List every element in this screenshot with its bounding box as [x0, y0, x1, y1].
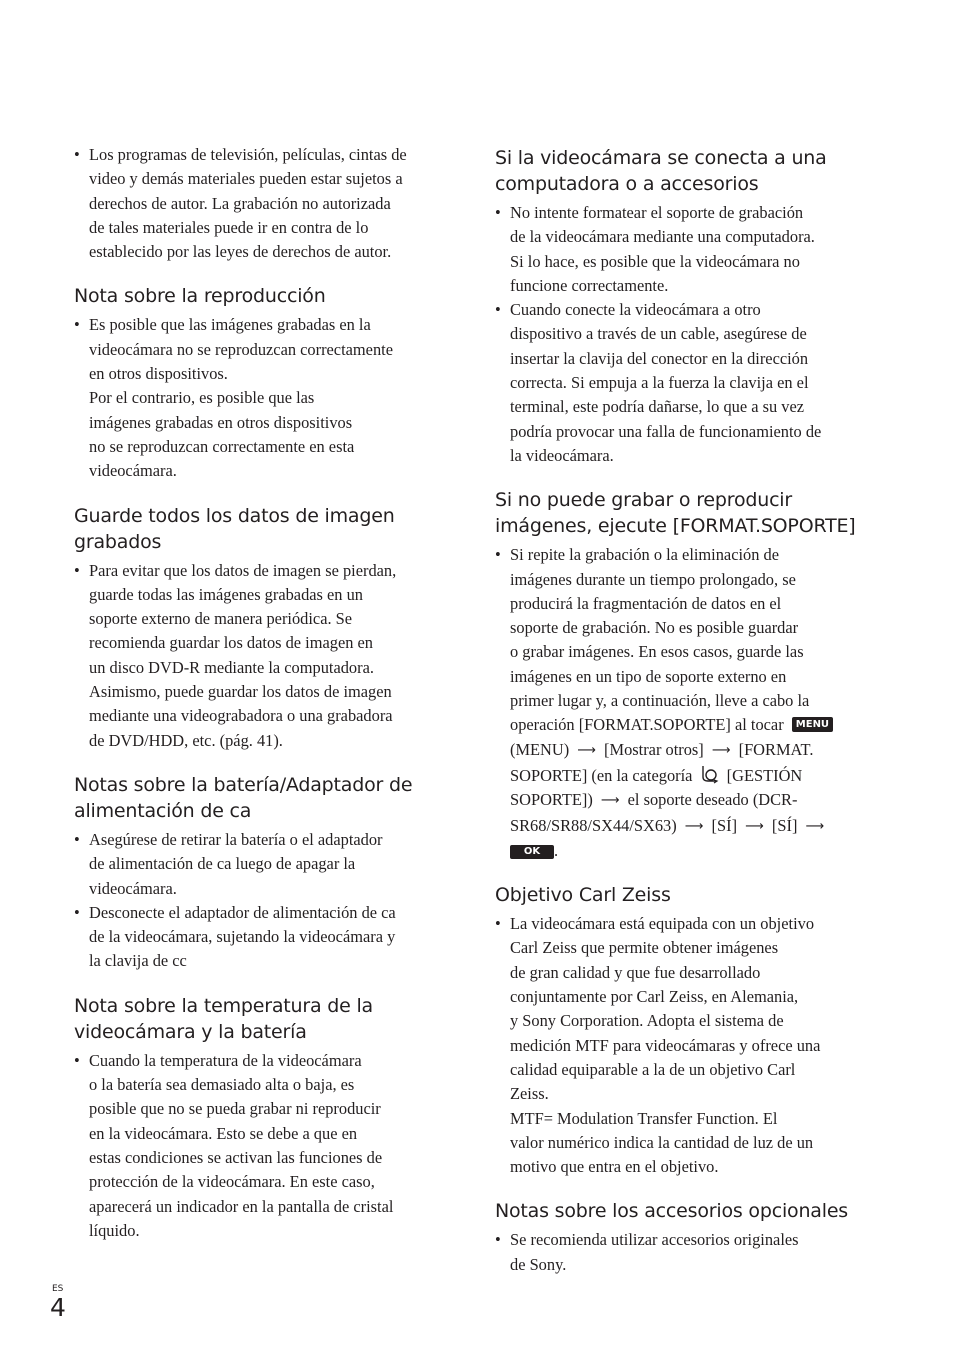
text-line: en otros dispositivos. [89, 364, 228, 384]
section-heading: Nota sobre la reproducción [74, 285, 326, 308]
heading-line: grabados [74, 530, 162, 553]
list-item [495, 298, 865, 468]
bullet-list [74, 828, 444, 974]
text-line: imágenes durante un tiempo prolongado, se [510, 569, 796, 589]
text-line [510, 763, 865, 788]
text-line: motivo que entra en el objetivo. [510, 1157, 719, 1177]
text-line: un disco DVD-R mediante la computadora. [89, 657, 374, 677]
text-line: y Sony Corporation. Adopta el sistema de [510, 1011, 784, 1031]
heading-line: Nota sobre la temperatura de la [74, 994, 373, 1017]
section-heading [74, 772, 444, 824]
section-temperature-note [74, 993, 444, 1243]
text-line: de gran calidad y que fue desarrollado [510, 962, 761, 982]
bullet-list [495, 1228, 865, 1277]
text-line: Por el contrario, es posible que las [89, 388, 315, 408]
text-fragment: [SÍ] [771, 815, 798, 835]
section-heading: Objetivo Carl Zeiss [495, 884, 671, 907]
text-fragment: operación [FORMAT.SOPORTE] al tocar [510, 715, 784, 735]
section-format-media [495, 487, 865, 863]
text-line: derechos de autor. La grabación no autorizada [89, 193, 391, 213]
text-line: MTF= Modulation Transfer Function. El [510, 1108, 778, 1128]
right-column [495, 145, 865, 1296]
text-line: o grabar imágenes. En esos casos, guarde las [510, 642, 804, 662]
list-item [495, 912, 865, 1179]
text-line: insertar la clavija del conector en la dirección [510, 348, 809, 368]
text-line: guarde todas las imágenes grabadas en un [89, 584, 363, 604]
section-battery-notes [74, 772, 444, 974]
section-playback-note [74, 283, 444, 483]
text-line: de alimentación de ca luego de apagar la [89, 854, 356, 874]
right-arrow-icon: ⟶ [745, 818, 764, 834]
section-heading: Notas sobre los accesorios opcionales [495, 1200, 849, 1223]
text-line: • No intente formatear el soporte de grabación [510, 203, 804, 222]
text-line [510, 839, 865, 863]
heading-line: Guarde todos los datos de imagen [74, 504, 395, 527]
text-line: terminal, este podría dañarse, lo que a su vez [510, 397, 805, 417]
text-fragment: [FORMAT. [738, 739, 814, 759]
text-line: recomienda guardar los datos de imagen en [89, 633, 373, 653]
heading-line: Notas sobre la batería/Adaptador de [74, 773, 413, 796]
text-fragment: . [554, 840, 559, 860]
right-arrow-icon: ⟶ [684, 818, 704, 834]
list-item [74, 1049, 444, 1243]
text-line: producirá la fragmentación de datos en el [510, 593, 782, 613]
menu-button-icon: MENU [792, 717, 833, 732]
text-line: Zeiss. [510, 1084, 549, 1104]
heading-line: Si la videocámara se conecta a una [495, 147, 827, 169]
text-line: imágenes en un tipo de soporte externo en [510, 666, 787, 686]
text-line: funcione correctamente. [510, 275, 669, 295]
text-line: Si lo hace, es posible que la videocámara no [510, 251, 800, 271]
bullet-list [74, 143, 444, 264]
section-heading [74, 993, 444, 1045]
text-line: medición MTF para videocámaras y ofrece una [510, 1035, 821, 1055]
text-line: de tales materiales puede ir en contra de lo [89, 217, 369, 237]
text-line: • Si repite la grabación o la eliminación de [510, 545, 779, 565]
language-code: ES [52, 1284, 64, 1294]
list-item [495, 543, 865, 863]
text-line: • Cuando conecte la videocámara a otro [510, 300, 761, 320]
section-heading [495, 487, 865, 539]
text-line: videocámara no se reproduzcan correctamente [89, 339, 393, 359]
text-line: líquido. [89, 1220, 140, 1240]
text-line: posible que no se pueda grabar ni reproducir [89, 1099, 381, 1119]
text-fragment: (MENU) [510, 739, 570, 759]
text-line: • Es posible que las imágenes grabadas en la [89, 315, 371, 335]
text-line: estas condiciones se activan las funciones de [89, 1147, 383, 1167]
left-column [74, 143, 444, 1262]
list-item [74, 313, 444, 483]
text-line: • La videocámara está equipada con un objetivo [510, 914, 815, 934]
text-line: de Sony. [510, 1254, 567, 1274]
text-line: conjuntamente por Carl Zeiss, en Alemania, [510, 987, 799, 1007]
text-fragment: SOPORTE] (en la categoría [510, 765, 693, 785]
text-line: soporte externo de manera periódica. Se [89, 609, 353, 629]
text-line [510, 814, 865, 839]
media-management-icon [699, 763, 721, 785]
list-item [74, 559, 444, 753]
text-line: imágenes grabadas en otros dispositivos [89, 412, 353, 432]
text-fragment: SOPORTE]) [510, 790, 593, 810]
text-line: la clavija de cc [89, 951, 187, 971]
section-accessories [495, 1198, 865, 1277]
text-line: valor numérico indica la cantidad de luz de un [510, 1132, 814, 1152]
copyright-note [74, 143, 444, 264]
section-save-images [74, 503, 444, 753]
text-line: mediante una videograbadora o una grabadora [89, 706, 393, 726]
right-arrow-icon: ⟶ [711, 742, 731, 758]
right-arrow-icon: ⟶ [600, 793, 620, 809]
text-line: • Desconecte el adaptador de alimentación de ca [89, 902, 396, 922]
bullet-list [495, 543, 865, 863]
list-item [74, 828, 444, 901]
text-line: soporte de grabación. No es posible guardar [510, 618, 799, 638]
section-carl-zeiss [495, 882, 865, 1179]
heading-line: videocámara y la batería [74, 1020, 307, 1043]
right-arrow-icon: ⟶ [577, 742, 596, 758]
text-fragment: SR68/SR88/SX44/SX63) [510, 815, 677, 835]
section-computer-connection [495, 145, 865, 468]
list-item [495, 1228, 865, 1277]
heading-line: alimentación de ca [74, 799, 252, 822]
bullet-list [74, 313, 444, 483]
list-item [495, 201, 865, 298]
text-line: de la videocámara, sujetando la videocámara y [89, 927, 396, 947]
text-line: en la videocámara. Esto se debe a que en [89, 1123, 358, 1143]
text-fragment: [SÍ] [711, 815, 738, 835]
bullet-list [495, 912, 865, 1179]
right-arrow-icon: ⟶ [805, 818, 825, 834]
list-item [74, 143, 444, 264]
text-line: videocámara. [89, 878, 177, 898]
heading-line: computadora o a accesorios [495, 173, 759, 195]
text-line: la videocámara. [510, 445, 614, 465]
text-line [510, 788, 865, 813]
text-line [510, 738, 865, 763]
text-line: • Los programas de televisión, películas, cintas de [89, 145, 407, 164]
text-line: • Cuando la temperatura de la videocámara [89, 1050, 362, 1070]
text-line: video y demás materiales pueden estar sujetos a [89, 169, 403, 189]
bullet-list [495, 201, 865, 468]
bullet-list [74, 559, 444, 753]
text-line: protección de la videocámara. En este caso, [89, 1172, 375, 1192]
text-line: videocámara. [89, 461, 177, 481]
text-line: Asimismo, puede guardar los datos de imagen [89, 682, 392, 702]
heading-line: imágenes, ejecute [FORMAT.SOPORTE] [495, 515, 856, 538]
text-line: dispositivo a través de un cable, asegúrese de [510, 324, 807, 344]
text-line: primer lugar y, a continuación, lleve a cabo la [510, 691, 810, 711]
text-line: Carl Zeiss que permite obtener imágenes [510, 938, 779, 958]
text-line: • Se recomienda utilizar accesorios originales [510, 1230, 799, 1250]
section-heading [74, 503, 444, 555]
bullet-list [74, 1049, 444, 1243]
text-line: • Para evitar que los datos de imagen se pierdan, [89, 560, 397, 580]
text-line: de DVD/HDD, etc. (pág. 41). [89, 730, 283, 750]
heading-line: Si no puede grabar o reproducir [495, 489, 793, 512]
text-line: establecido por las leyes de derechos de autor. [89, 242, 392, 262]
text-fragment: el soporte deseado (DCR- [627, 790, 798, 810]
text-fragment: [GESTIÓN [726, 765, 803, 785]
text-line: aparecerá un indicador en la pantalla de cristal [89, 1196, 394, 1216]
text-line: calidad equiparable a la de un objetivo Carl [510, 1059, 796, 1079]
section-heading [495, 145, 865, 197]
text-line: de la videocámara mediante una computadora. [510, 227, 815, 247]
text-line: • Asegúrese de retirar la batería o el adaptador [89, 829, 383, 849]
text-line: no se reproduzcan correctamente en esta [89, 436, 355, 456]
text-line: o la batería sea demasiado alta o baja, es [89, 1075, 355, 1095]
text-line [510, 713, 865, 737]
page-number: 4 [50, 1293, 66, 1322]
ok-button-icon: OK [510, 845, 554, 859]
text-line: correcta. Si empuja a la fuerza la clavija en el [510, 373, 809, 393]
text-line: podría provocar una falla de funcionamiento de [510, 421, 822, 441]
text-fragment: [Mostrar otros] [604, 739, 704, 759]
list-item [74, 901, 444, 974]
